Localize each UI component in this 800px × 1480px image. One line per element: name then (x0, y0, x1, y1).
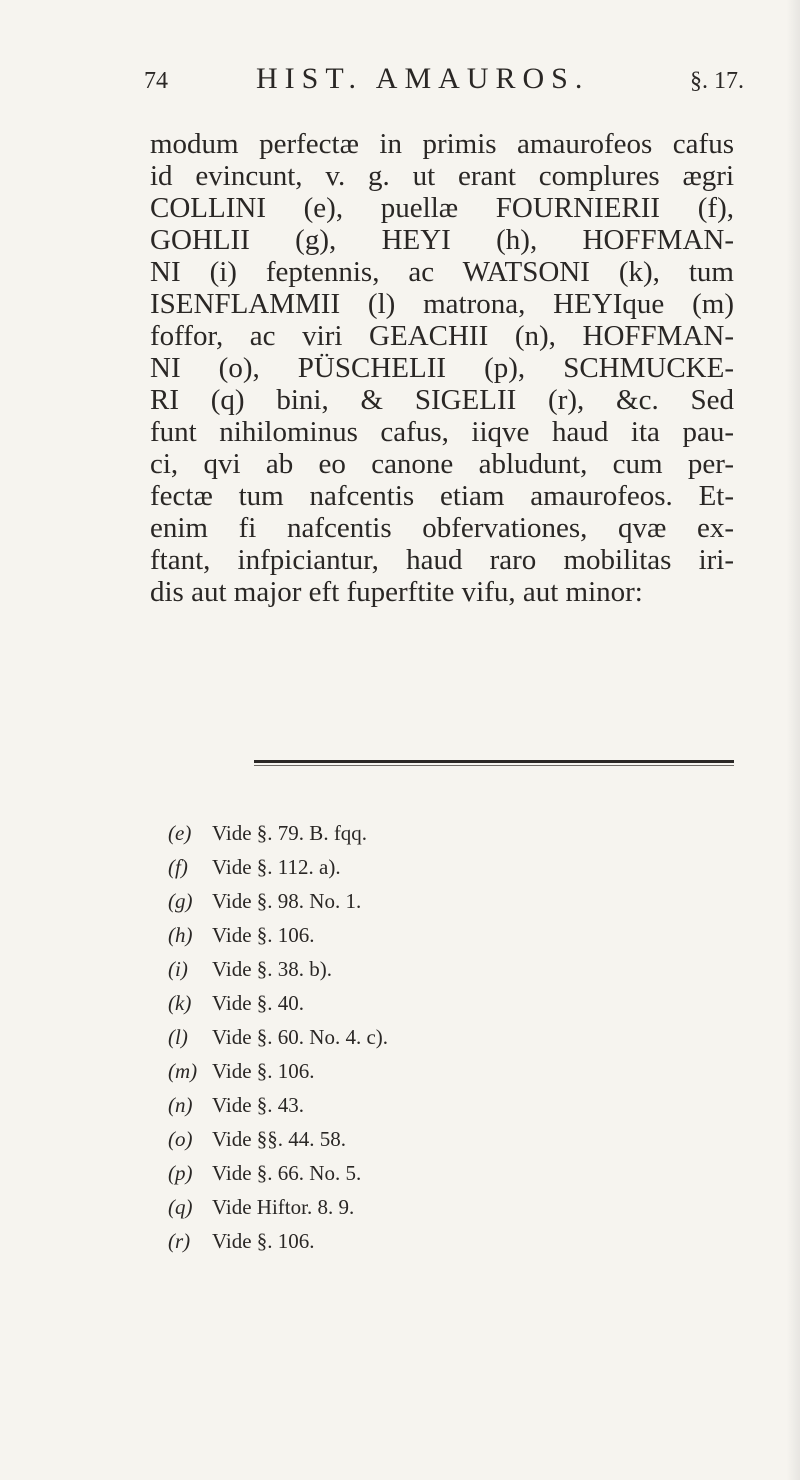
footnote-text: Vide §. 43. (212, 1093, 305, 1117)
footnote-text: Vide §§. 44. 58. (212, 1127, 347, 1151)
text-line: modum perfectæ in primis amaurofeos cafus (150, 128, 734, 160)
footnote (168, 816, 668, 850)
text-line: fectæ tum nafcentis etiam amaurofeos. Et- (150, 480, 734, 512)
text-line: GOHLII (g), HEYI (h), HOFFMAN- (150, 224, 734, 256)
footnote-mark: (m) (168, 1059, 198, 1083)
footnote (168, 1224, 668, 1258)
footnote (168, 1122, 668, 1156)
footnote (168, 918, 668, 952)
footnotes (168, 816, 668, 1258)
footnote (168, 1156, 668, 1190)
text-line: enim fi nafcentis obfervationes, qvæ ex- (150, 512, 734, 544)
text-line: NI (o), PÜSCHELII (p), SCHMUCKE- (150, 352, 734, 384)
text-line: ISENFLAMMII (l) matrona, HEYIque (m) (150, 288, 734, 320)
footnote-mark: (r) (168, 1229, 191, 1253)
text-line: ci, qvi ab eo canone abludunt, cum per- (150, 448, 734, 480)
page-edge-shadow (786, 0, 800, 1480)
footnote-mark: (p) (168, 1161, 193, 1185)
footnote-mark: (q) (168, 1195, 193, 1219)
footnote-text: Vide §. 112. a). (212, 855, 341, 879)
body-paragraph (150, 128, 734, 608)
section-reference: §. 17. (690, 68, 744, 94)
text-line: id evincunt, v. g. ut erant complures ægri (150, 160, 734, 192)
footnote (168, 884, 668, 918)
footnote-rule-thin (254, 765, 734, 766)
footnote (168, 1190, 668, 1224)
footnote-mark: (k) (168, 991, 192, 1015)
footnote (168, 1088, 668, 1122)
footnote-mark: (n) (168, 1093, 193, 1117)
footnote-text: Vide Hiftor. 8. 9. (212, 1195, 355, 1219)
footnote-text: Vide §. 66. No. 5. (212, 1161, 362, 1185)
footnote-text: Vide §. 106. (212, 1229, 315, 1253)
footnote-text: Vide §. 98. No. 1. (212, 889, 362, 913)
footnote-mark: (g) (168, 889, 193, 913)
text-line: foffor, ac viri GEACHII (n), HOFFMAN- (150, 320, 734, 352)
footnote (168, 986, 668, 1020)
footnote (168, 1054, 668, 1088)
footnote-mark: (h) (168, 923, 193, 947)
footnote-mark: (l) (168, 1025, 188, 1049)
footnote (168, 1020, 668, 1054)
footnote-mark: (o) (168, 1127, 193, 1151)
running-title: HIST. AMAUROS. (256, 62, 590, 95)
footnote-text: Vide §. 106. (212, 923, 315, 947)
footnote-mark: (e) (168, 821, 192, 845)
text-line: ftant, infpiciantur, haud raro mobilitas iri- (150, 544, 734, 576)
footnote-text: Vide §. 79. B. fqq. (212, 821, 368, 845)
running-header (144, 62, 744, 102)
footnote-text: Vide §. 60. No. 4. c). (212, 1025, 389, 1049)
footnote-text: Vide §. 106. (212, 1059, 315, 1083)
page-number: 74 (144, 68, 168, 94)
footnote-text: Vide §. 40. (212, 991, 305, 1015)
text-line: COLLINI (e), puellæ FOURNIERII (f), (150, 192, 734, 224)
footnote-mark: (i) (168, 957, 188, 981)
text-line: NI (i) feptennis, ac WATSONI (k), tum (150, 256, 734, 288)
text-line: funt nihilominus cafus, iiqve haud ita pau- (150, 416, 734, 448)
text-line: RI (q) bini, & SIGELII (r), &c. Sed (150, 384, 734, 416)
footnote-text: Vide §. 38. b). (212, 957, 333, 981)
footnote-mark: (f) (168, 855, 188, 879)
footnote (168, 952, 668, 986)
text-line: dis aut major eft fuperftite vifu, aut minor: (150, 576, 643, 608)
footnote-rule (254, 760, 734, 763)
footnote (168, 850, 668, 884)
